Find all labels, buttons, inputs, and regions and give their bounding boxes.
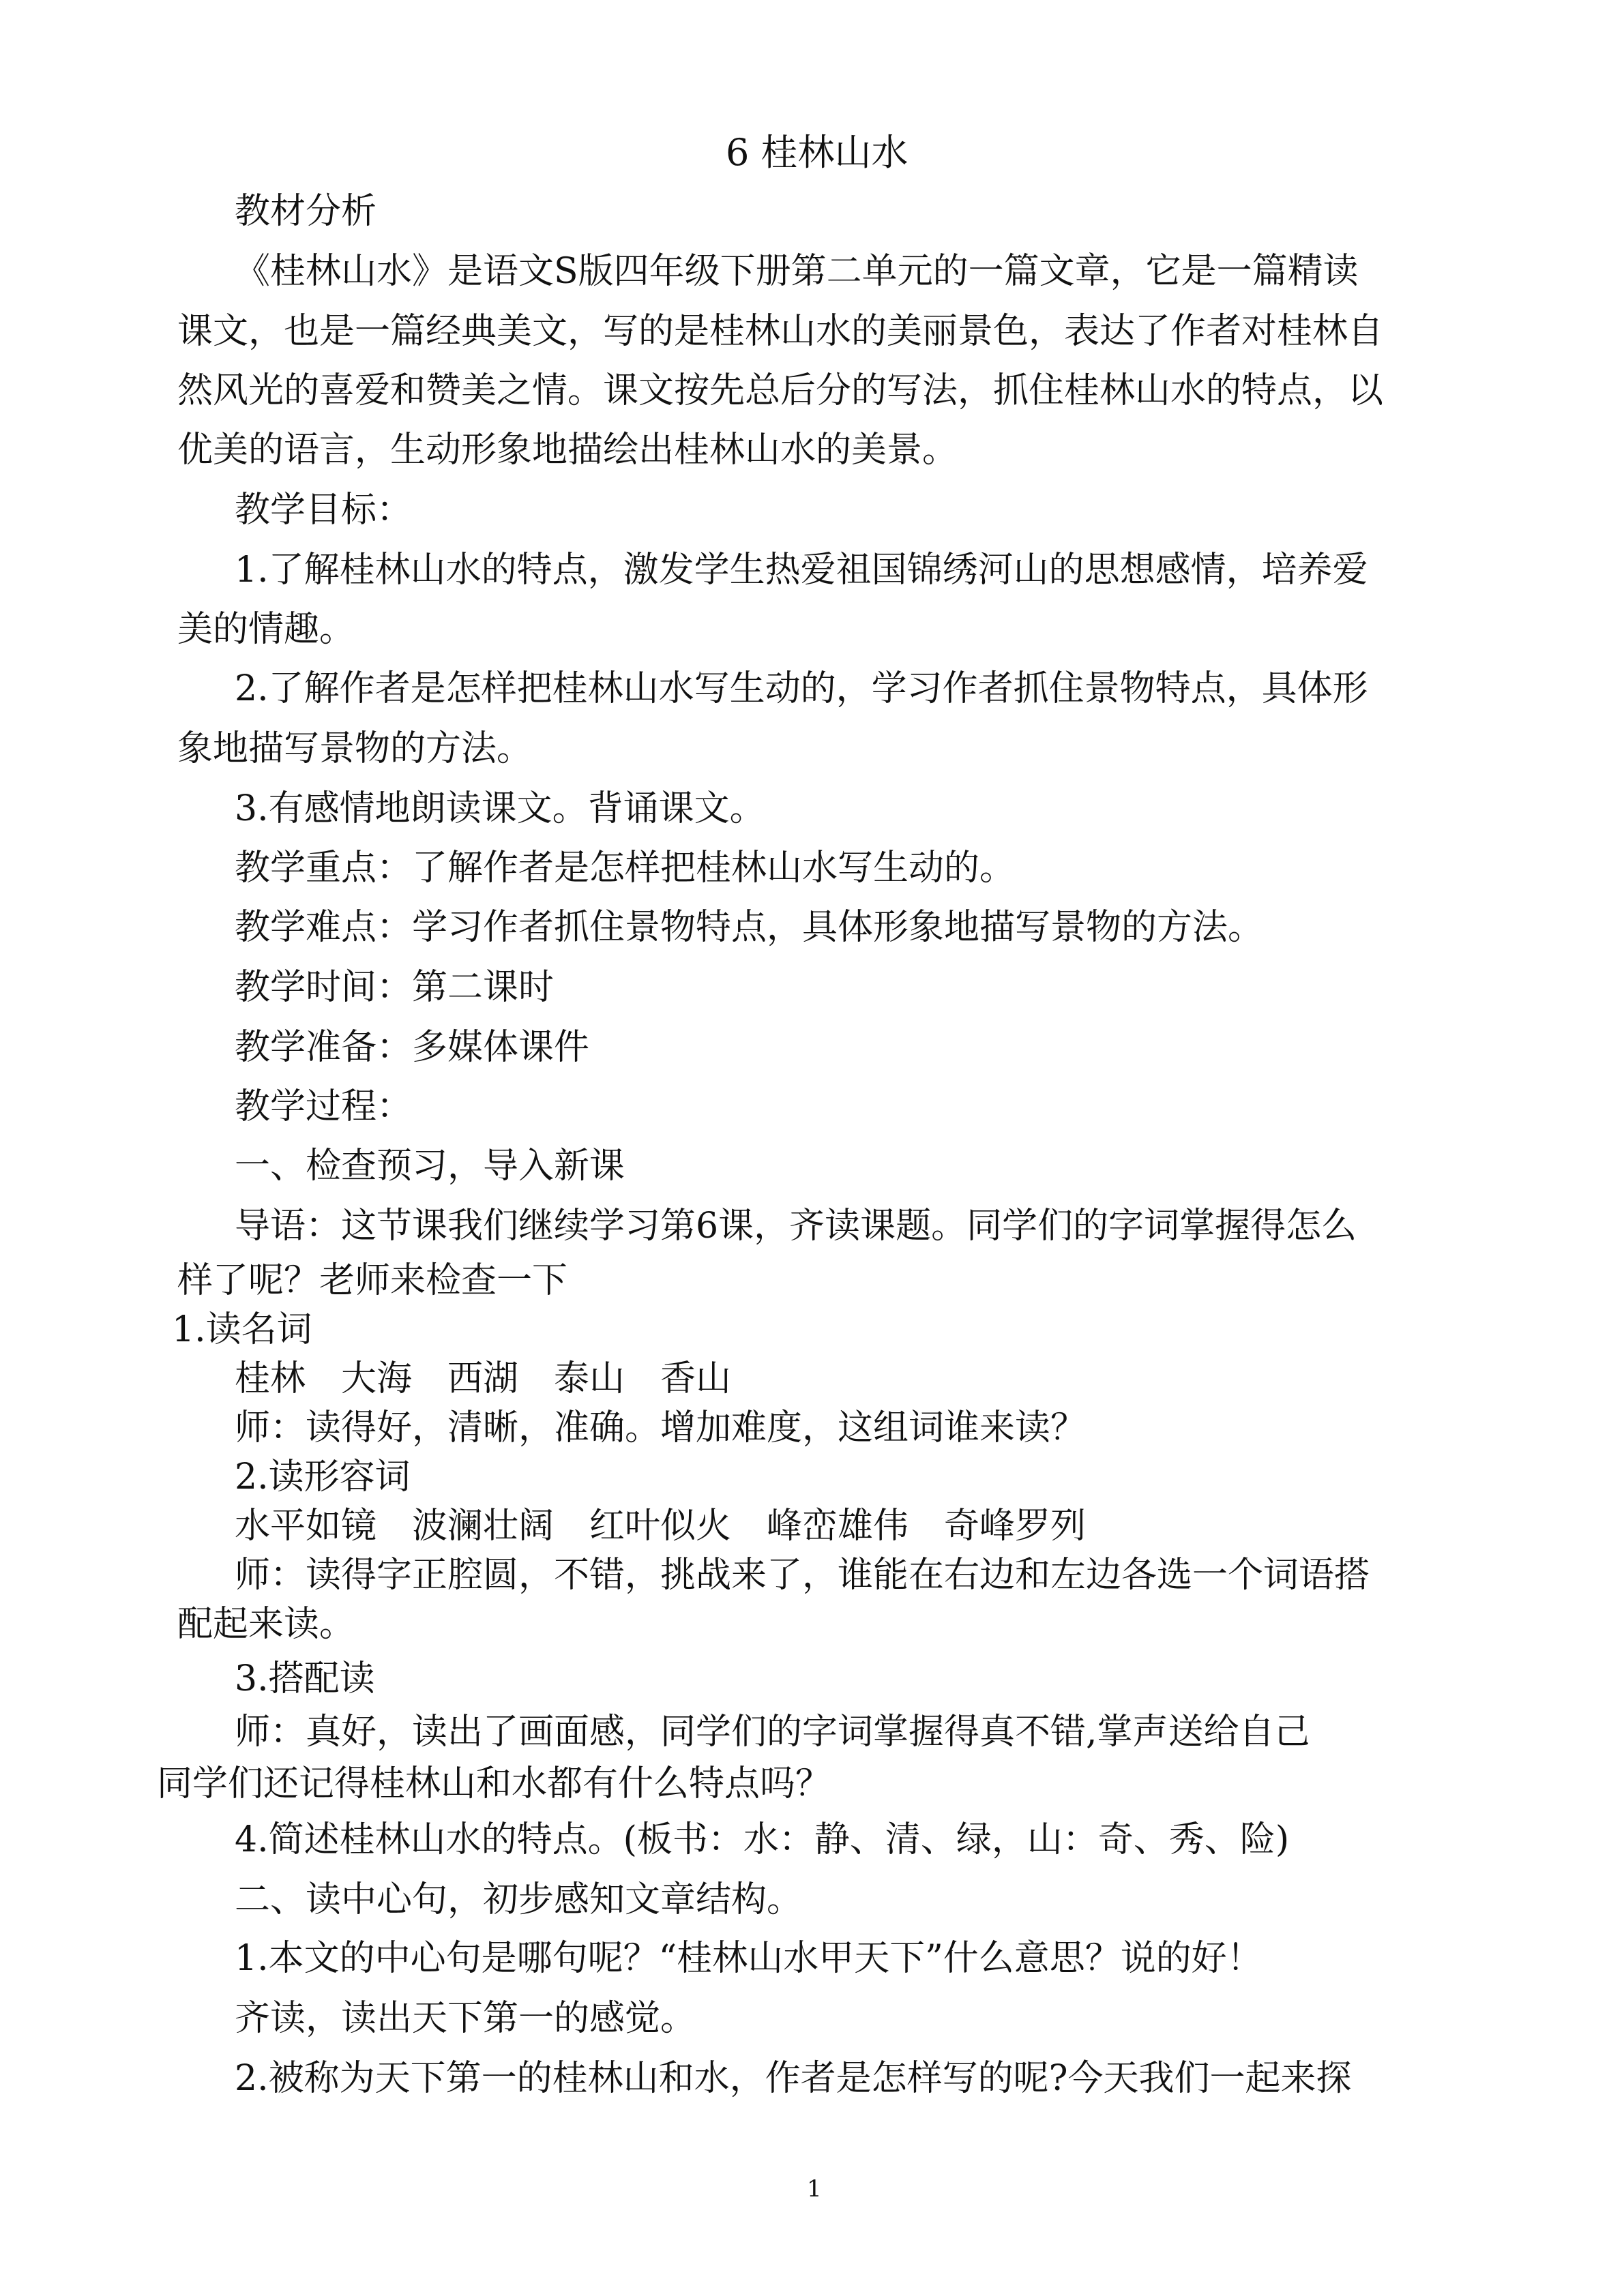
text-line: 2.了解作者是怎样把桂林山水写生动的，学习作者抓住景物特点，具体形 <box>235 668 1368 709</box>
text-line: 课文，也是一篇经典美文，写的是桂林山水的美丽景色，表达了作者对桂林自 <box>177 311 1384 352</box>
text-line: 水平如镜 波澜壮阔 红叶似火 峰峦雄伟 奇峰罗列 <box>235 1506 1087 1547</box>
text-line: 2.被称为天下第一的桂林山和水，作者是怎样写的呢?今天我们一起来探 <box>235 2058 1352 2099</box>
text-line: 3.搭配读 <box>235 1658 375 1699</box>
text-line: 教学过程： <box>235 1086 413 1127</box>
text-line: 师：读得好，清晰，准确。增加难度，这组词谁来读？ <box>235 1407 1087 1448</box>
text-line: 配起来读。 <box>177 1604 355 1645</box>
text-line: 同学们还记得桂林山和水都有什么特点吗？ <box>157 1763 831 1804</box>
text-line: 1.读名词 <box>172 1309 312 1350</box>
text-line: 二、读中心句，初步感知文章结构。 <box>235 1879 803 1920</box>
text-line: 师：读得字正腔圆，不错，挑战来了，谁能在右边和左边各选一个词语搭 <box>235 1555 1370 1596</box>
text-line: 象地描写景物的方法。 <box>177 728 533 769</box>
text-line: 1.了解桂林山水的特点，激发学生热爱祖国锦绣河山的思想感情，培养爱 <box>235 550 1368 591</box>
text-line: 美的情趣。 <box>177 609 355 650</box>
text-line: 教学准备：多媒体课件 <box>235 1027 590 1068</box>
text-line: 师：真好，读出了画面感，同学们的字词掌握得真不错,掌声送给自己 <box>235 1712 1310 1753</box>
text-line: 4.简述桂林山水的特点。(板书：水：静、清、绿，山：奇、秀、险) <box>235 1819 1290 1860</box>
text-line: 桂林 大海 西湖 泰山 香山 <box>235 1358 732 1399</box>
text-line: 样了呢？老师来检查一下 <box>177 1260 568 1301</box>
text-line: 优美的语言，生动形象地描绘出桂林山水的美景。 <box>177 430 958 471</box>
text-line: 1.本文的中心句是哪句呢？“桂林山水甲天下”什么意思？说的好！ <box>235 1938 1263 1979</box>
text-line: 然风光的喜爱和赞美之情。课文按先总后分的写法，抓住桂林山水的特点，以 <box>177 370 1384 411</box>
text-line: 导语：这节课我们继续学习第6课，齐读课题。同学们的字词掌握得怎么 <box>235 1206 1357 1247</box>
text-line: 一、检查预习，导入新课 <box>235 1146 625 1187</box>
page-number: 1 <box>807 2175 822 2203</box>
text-line: 齐读，读出天下第一的感觉。 <box>235 1998 696 2039</box>
text-line: 教学重点：了解作者是怎样把桂林山水写生动的。 <box>235 848 1016 889</box>
text-line: 教材分析 <box>235 191 377 232</box>
text-line: 2.读形容词 <box>235 1457 411 1497</box>
text-line: 3.有感情地朗读课文。背诵课文。 <box>235 788 765 829</box>
text-line: 教学时间：第二课时 <box>235 967 555 1008</box>
document-title: 6 桂林山水 <box>726 131 909 174</box>
text-line: 教学目标： <box>235 490 413 531</box>
text-line: 教学难点：学习作者抓住景物特点，具体形象地描写景物的方法。 <box>235 907 1264 948</box>
text-line: 《桂林山水》是语文S版四年级下册第二单元的一篇文章，它是一篇精读 <box>235 251 1359 292</box>
